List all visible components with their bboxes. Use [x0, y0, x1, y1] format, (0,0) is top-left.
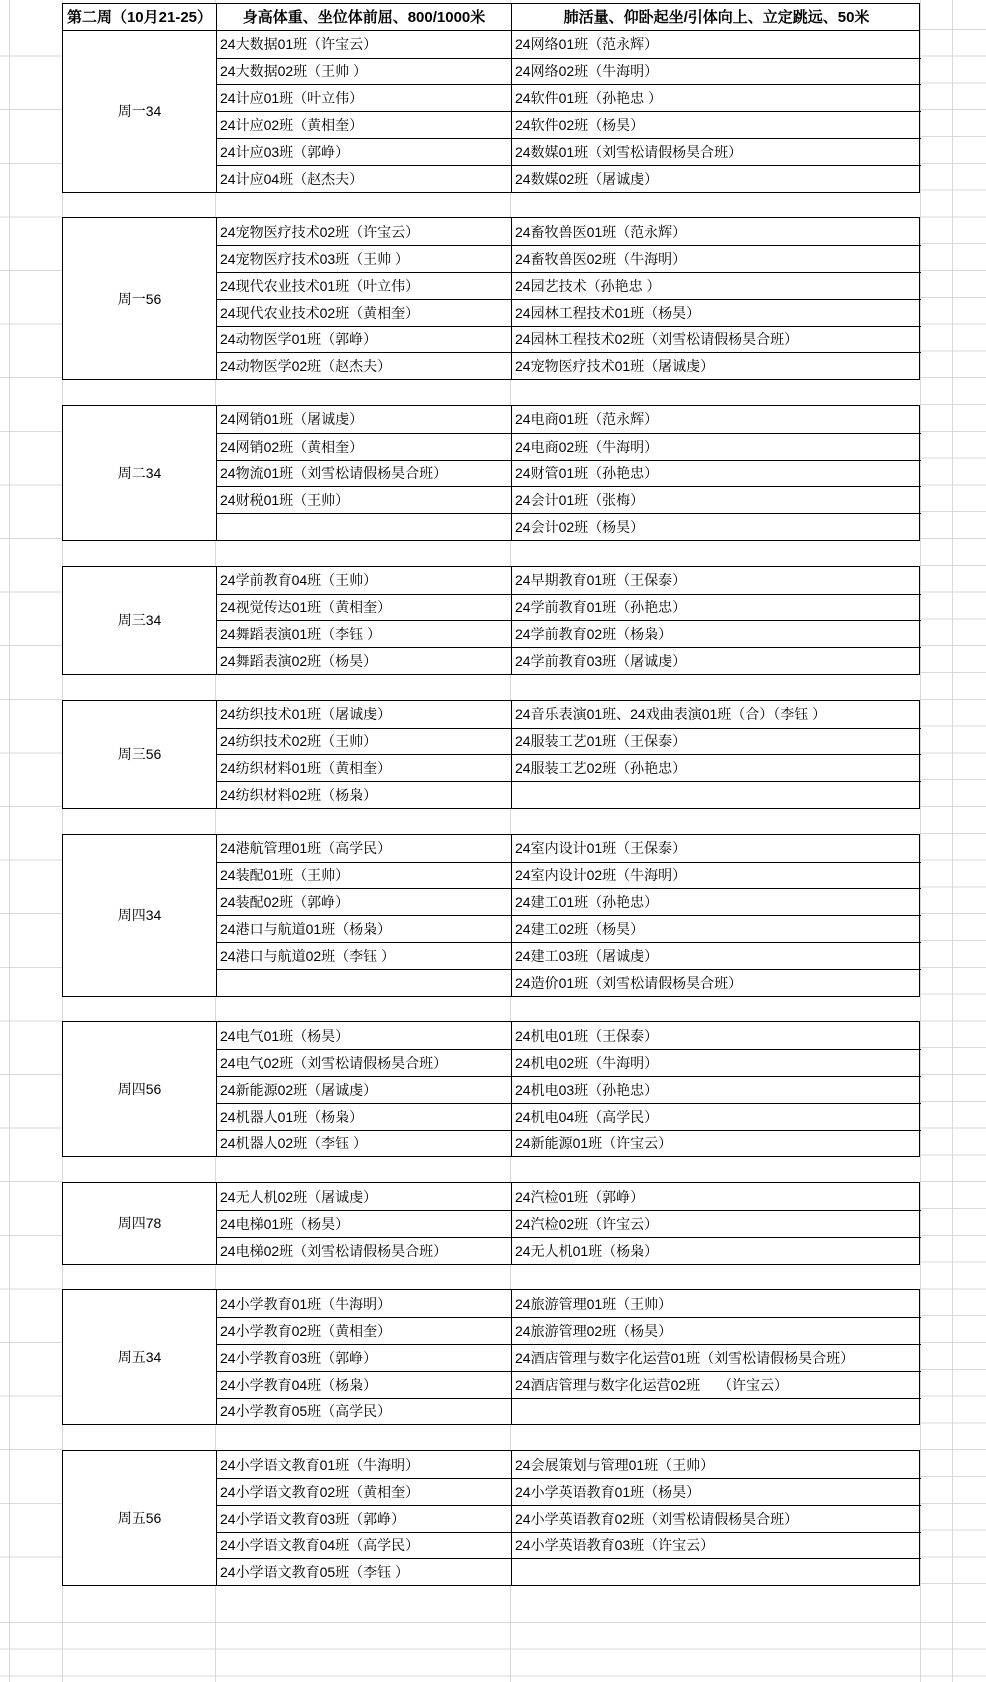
class-cell[interactable]: 24机电01班（王保泰）: [511, 1022, 921, 1049]
class-cell[interactable]: 24小学教育05班（高学民）: [216, 1398, 511, 1425]
class-cell[interactable]: 24会计01班（张梅）: [511, 486, 921, 513]
class-cell[interactable]: 24小学教育01班（牛海明）: [216, 1290, 511, 1317]
class-cell[interactable]: 24学前教育04班（王帅）: [216, 567, 511, 594]
week-slot-label[interactable]: 周三56: [117, 746, 162, 763]
class-cell[interactable]: 24纺织材料01班（黄相奎）: [216, 754, 511, 781]
class-cell[interactable]: 24室内设计01班（王保泰）: [511, 835, 921, 862]
class-cell[interactable]: 24机电02班（牛海明）: [511, 1049, 921, 1076]
class-cell[interactable]: 24宠物医疗技术02班（许宝云）: [216, 218, 511, 245]
schedule-block-周五34: [62, 1289, 920, 1425]
class-cell[interactable]: 24现代农业技术01班（叶立伟）: [216, 272, 511, 299]
class-cell[interactable]: 24财税01班（王帅）: [216, 486, 511, 513]
class-cell[interactable]: 24学前教育02班（杨枭）: [511, 620, 921, 647]
header-row: [62, 3, 920, 32]
class-cell[interactable]: 24计应02班（黄相奎）: [216, 111, 511, 138]
class-cell[interactable]: 24电商02班（牛海明）: [511, 433, 921, 460]
class-cell[interactable]: 24数媒02班（屠诚虔）: [511, 165, 921, 192]
class-cell[interactable]: 24小学语文教育05班（李钰 ）: [216, 1558, 511, 1585]
class-cell[interactable]: 24现代农业技术02班（黄相奎）: [216, 299, 511, 326]
class-cell[interactable]: 24装配01班（王帅）: [216, 862, 511, 889]
schedule-block-周一34: [62, 30, 920, 193]
class-cell[interactable]: 24园艺技术（孙艳忠 ）: [511, 272, 921, 299]
class-cell[interactable]: 24软件01班（孙艳忠 ）: [511, 84, 921, 111]
week-slot-label[interactable]: 周四78: [117, 1215, 162, 1232]
class-cell[interactable]: 24小学语文教育02班（黄相奎）: [216, 1478, 511, 1505]
empty-cell[interactable]: [511, 1558, 921, 1585]
class-cell[interactable]: 24室内设计02班（牛海明）: [511, 862, 921, 889]
class-cell[interactable]: 24小学英语教育01班（杨昊）: [511, 1478, 921, 1505]
class-cell[interactable]: 24网销01班（屠诚虔）: [216, 406, 511, 433]
class-cell[interactable]: 24电商01班（范永辉）: [511, 406, 921, 433]
class-cell[interactable]: 24软件02班（杨昊）: [511, 111, 921, 138]
class-cell[interactable]: 24无人机02班（屠诚虔）: [216, 1183, 511, 1210]
class-cell[interactable]: 24港航管理01班（高学民）: [216, 835, 511, 862]
class-cell[interactable]: 24视觉传达01班（黄相奎）: [216, 594, 511, 621]
class-cell[interactable]: 24早期教育01班（王保泰）: [511, 567, 921, 594]
class-cell[interactable]: 24纺织技术01班（屠诚虔）: [216, 701, 511, 728]
class-cell[interactable]: 24小学语文教育04班（高学民）: [216, 1532, 511, 1559]
week-slot-label[interactable]: 周二34: [117, 464, 162, 481]
class-cell[interactable]: 24物流01班（刘雪松请假杨昊合班）: [216, 460, 511, 487]
class-cell[interactable]: 24小学语文教育03班（郭峥）: [216, 1505, 511, 1532]
class-cell[interactable]: 24会展策划与管理01班（王帅）: [511, 1451, 921, 1478]
class-cell[interactable]: 24汽检02班（许宝云）: [511, 1210, 921, 1237]
gridline-bottom-area: [0, 1596, 986, 1682]
class-cell[interactable]: 24畜牧兽医02班（牛海明）: [511, 245, 921, 272]
schedule-block-周三34: [62, 566, 920, 675]
gridline-gutter-right: [920, 3, 986, 1596]
class-cell[interactable]: 24会计02班（杨昊）: [511, 513, 921, 540]
class-cell[interactable]: 24港口与航道01班（杨枭）: [216, 915, 511, 942]
schedule-block-周二34: [62, 405, 920, 541]
class-cell[interactable]: 24建工03班（屠诚虔）: [511, 942, 921, 969]
week-slot-label[interactable]: 周四56: [117, 1081, 162, 1098]
class-cell[interactable]: 24纺织材料02班（杨枭）: [216, 781, 511, 808]
class-cell[interactable]: 24电梯02班（刘雪松请假杨昊合班）: [216, 1237, 511, 1264]
class-cell[interactable]: 24小学英语教育02班（刘雪松请假杨昊合班）: [511, 1505, 921, 1532]
class-cell[interactable]: 24装配02班（郭峥）: [216, 888, 511, 915]
schedule-block-周四78: [62, 1182, 920, 1264]
class-cell[interactable]: 24动物医学02班（赵杰夫）: [216, 352, 511, 379]
class-cell[interactable]: 24计应04班（赵杰夫）: [216, 165, 511, 192]
class-cell[interactable]: 24港口与航道02班（李钰 ）: [216, 942, 511, 969]
empty-cell[interactable]: [216, 513, 511, 540]
class-cell[interactable]: 24服装工艺01班（王保泰）: [511, 728, 921, 755]
class-cell[interactable]: 24园林工程技术02班（刘雪松请假杨昊合班）: [511, 326, 921, 353]
class-cell[interactable]: 24财管01班（孙艳忠）: [511, 460, 921, 487]
class-cell[interactable]: 24畜牧兽医01班（范永辉）: [511, 218, 921, 245]
class-cell[interactable]: 24舞蹈表演02班（杨昊）: [216, 647, 511, 674]
class-cell[interactable]: 24网络02班（牛海明）: [511, 58, 921, 85]
empty-cell[interactable]: [216, 969, 511, 996]
class-cell[interactable]: 24机电03班（孙艳忠）: [511, 1076, 921, 1103]
schedule-block-周一56: [62, 217, 920, 380]
class-cell[interactable]: 24酒店管理与数字化运营02班 （许宝云）: [511, 1371, 921, 1398]
class-cell[interactable]: 24纺织技术02班（王帅）: [216, 728, 511, 755]
class-cell[interactable]: 24旅游管理02班（杨昊）: [511, 1317, 921, 1344]
class-cell[interactable]: 24无人机01班（杨枭）: [511, 1237, 921, 1264]
schedule-block-周四34: [62, 834, 920, 997]
gridline-vertical: [9, 0, 10, 1682]
class-cell[interactable]: 24园林工程技术01班（杨昊）: [511, 299, 921, 326]
class-cell[interactable]: 24建工02班（杨昊）: [511, 915, 921, 942]
tests-column1-header-cell[interactable]: 身高体重、坐位体前屈、800/1000米: [216, 4, 511, 31]
class-cell[interactable]: 24新能源01班（许宝云）: [511, 1130, 921, 1157]
class-cell[interactable]: 24学前教育03班（屠诚虔）: [511, 647, 921, 674]
class-cell[interactable]: 24电气02班（刘雪松请假杨昊合班）: [216, 1049, 511, 1076]
class-cell[interactable]: 24小学英语教育03班（许宝云）: [511, 1532, 921, 1559]
class-cell[interactable]: 24计应03班（郭峥）: [216, 138, 511, 165]
week-slot-label[interactable]: 周一34: [117, 103, 162, 120]
class-cell[interactable]: 24网络01班（范永辉）: [511, 31, 921, 58]
class-cell[interactable]: 24宠物医疗技术03班（王帅 ）: [216, 245, 511, 272]
class-cell[interactable]: 24新能源02班（屠诚虔）: [216, 1076, 511, 1103]
class-cell[interactable]: 24大数据02班（王帅 ）: [216, 58, 511, 85]
class-cell[interactable]: 24旅游管理01班（王帅）: [511, 1290, 921, 1317]
empty-cell[interactable]: [511, 781, 921, 808]
week-slot-label[interactable]: 周一56: [117, 290, 162, 307]
class-cell[interactable]: 24机器人02班（李钰 ）: [216, 1130, 511, 1157]
week-slot-label[interactable]: 周三34: [117, 612, 162, 629]
class-cell[interactable]: 24电气01班（杨昊）: [216, 1022, 511, 1049]
class-cell[interactable]: 24汽检01班（郭峥）: [511, 1183, 921, 1210]
class-cell[interactable]: 24小学教育03班（郭峥）: [216, 1344, 511, 1371]
week-slot-label[interactable]: 周五56: [117, 1510, 162, 1527]
class-cell[interactable]: 24舞蹈表演01班（李钰 ）: [216, 620, 511, 647]
schedule-block-周四56: [62, 1021, 920, 1157]
class-cell[interactable]: 24电梯01班（杨昊）: [216, 1210, 511, 1237]
class-cell[interactable]: 24酒店管理与数字化运营01班（刘雪松请假杨昊合班）: [511, 1344, 921, 1371]
week-header-cell[interactable]: 第二周（10月21-25）: [66, 8, 213, 26]
schedule-block-周三56: [62, 700, 920, 809]
week-slot-label[interactable]: 周四34: [117, 907, 162, 924]
tests-column2-header-cell[interactable]: 肺活量、仰卧起坐/引体向上、立定跳远、50米: [511, 4, 921, 31]
class-cell[interactable]: 24网销02班（黄相奎）: [216, 433, 511, 460]
schedule-block-周五56: [62, 1450, 920, 1586]
class-cell[interactable]: 24小学教育02班（黄相奎）: [216, 1317, 511, 1344]
class-cell[interactable]: 24小学教育04班（杨枭）: [216, 1371, 511, 1398]
class-cell[interactable]: 24机电04班（高学民）: [511, 1103, 921, 1130]
class-cell[interactable]: 24宠物医疗技术01班（屠诚虔）: [511, 352, 921, 379]
week-slot-label[interactable]: 周五34: [117, 1349, 162, 1366]
class-cell[interactable]: 24机器人01班（杨枭）: [216, 1103, 511, 1130]
class-cell[interactable]: 24建工01班（孙艳忠）: [511, 888, 921, 915]
empty-cell[interactable]: [511, 1398, 921, 1425]
class-cell[interactable]: 24造价01班（刘雪松请假杨昊合班）: [511, 969, 921, 996]
class-cell[interactable]: 24音乐表演01班、24戏曲表演01班（合）（李钰 ）: [511, 701, 921, 728]
class-cell[interactable]: 24数媒01班（刘雪松请假杨昊合班）: [511, 138, 921, 165]
class-cell[interactable]: 24服装工艺02班（孙艳忠）: [511, 754, 921, 781]
gridline-vertical: [952, 0, 953, 1682]
class-cell[interactable]: 24学前教育01班（孙艳忠）: [511, 594, 921, 621]
class-cell[interactable]: 24计应01班（叶立伟）: [216, 84, 511, 111]
class-cell[interactable]: 24大数据01班（许宝云）: [216, 31, 511, 58]
class-cell[interactable]: 24动物医学01班（郭峥）: [216, 326, 511, 353]
class-cell[interactable]: 24小学语文教育01班（牛海明）: [216, 1451, 511, 1478]
